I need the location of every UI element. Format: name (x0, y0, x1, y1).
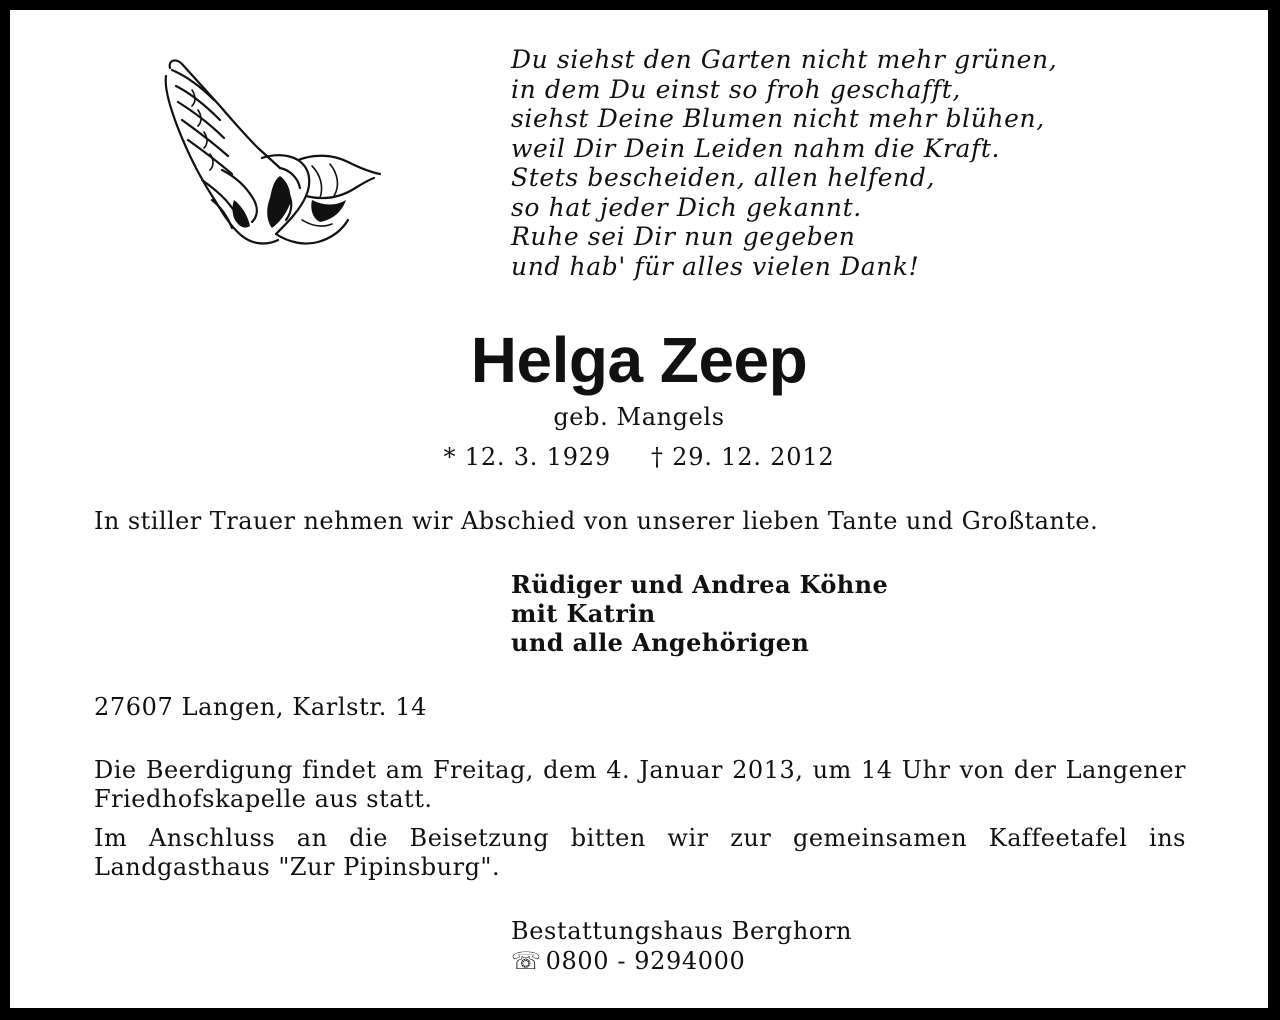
poem-line: Stets bescheiden, allen helfend, (511, 163, 936, 192)
family-line: Rüdiger und Andrea Köhne (511, 570, 889, 599)
praying-hands-icon (162, 50, 384, 262)
memorial-poem (511, 45, 1131, 281)
poem-line: siehst Deine Blumen nicht mehr blühen, (511, 104, 1045, 133)
poem-line: Ruhe sei Dir nun gegeben (511, 222, 856, 251)
undertaker (511, 916, 1111, 976)
poem-line: so hat jeder Dich gekannt. (511, 192, 862, 222)
poem-line: Du siehst den Garten nicht mehr grünen, (511, 45, 1058, 74)
undertaker-phone-line (511, 946, 1111, 976)
life-dates (10, 442, 1268, 472)
poem-line: weil Dir Dein Leiden nahm die Kraft. (511, 133, 1001, 163)
undertaker-phone: 0800 - 9294000 (545, 947, 746, 975)
family-line: und alle Angehörigen (511, 628, 810, 657)
obituary-card (10, 10, 1268, 1008)
telephone-icon: ☏ (511, 947, 542, 975)
poem-line: und hab' für alles vielen Dank! (511, 251, 920, 281)
birth-date: * 12. 3. 1929 (443, 443, 611, 471)
undertaker-name: Bestattungshaus Berghorn (511, 917, 853, 945)
maiden-name: geb. Mangels (553, 403, 725, 431)
deceased-name: Helga Zeep (470, 324, 808, 396)
death-date: † 29. 12. 2012 (650, 443, 835, 471)
reception-text: Im Anschluss an die Beisetzung bitten wir zur gemeinsamen Kaffeetafel ins Landgasthaus "Zur Pipinsburg". (94, 824, 1186, 881)
funeral-text: Die Beerdigung findet am Freitag, dem 4. Januar 2013, um 14 Uhr von der Langener Friedhofskapelle aus statt. (94, 756, 1186, 813)
address: 27607 Langen, Karlstr. 14 (94, 693, 427, 721)
family-line: mit Katrin (511, 599, 656, 628)
mourning-text: In stiller Trauer nehmen wir Abschied von unserer lieben Tante und Großtante. (94, 507, 1099, 535)
family-signature (511, 570, 1111, 657)
poem-line: in dem Du einst so froh geschafft, (511, 74, 961, 104)
